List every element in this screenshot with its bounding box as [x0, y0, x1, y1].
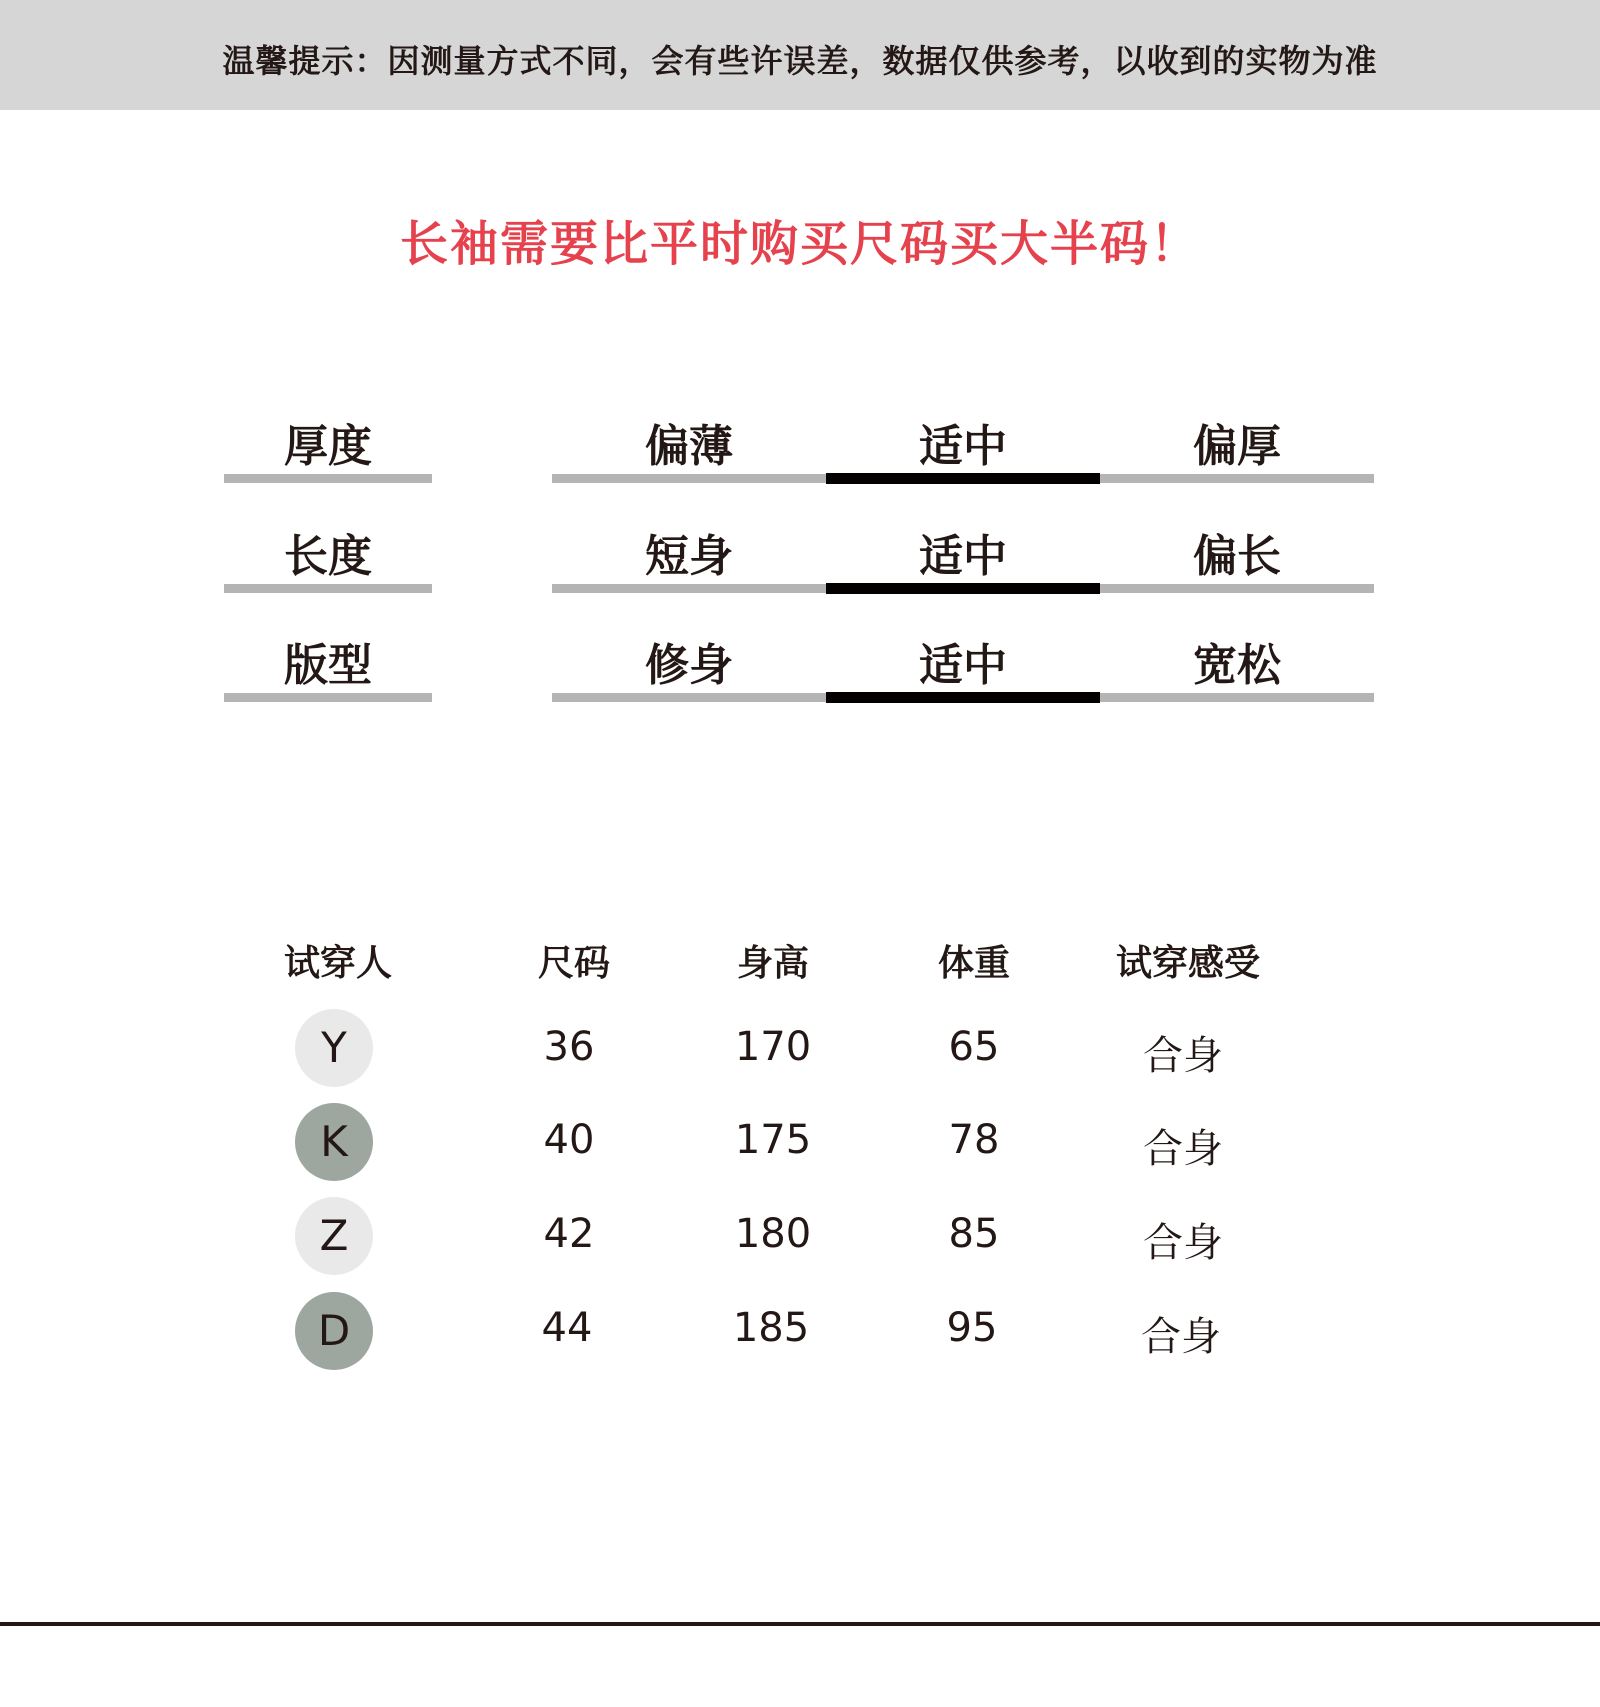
option-line — [552, 474, 826, 483]
table-header-height: 身高 — [736, 943, 809, 984]
attribute-label: 版型 — [284, 640, 372, 691]
option-text: 偏长 — [1193, 531, 1281, 582]
table-cell-feeling: 合身 — [1143, 1220, 1223, 1266]
attribute-row-thickness — [0, 410, 1600, 490]
table-cell-height: 185 — [732, 1305, 810, 1351]
table-cell-size: 36 — [543, 1024, 595, 1070]
attribute-row-fit — [0, 629, 1600, 709]
option-line — [1100, 584, 1374, 593]
attribute-label: 长度 — [284, 531, 372, 582]
table-cell-size: 42 — [543, 1211, 595, 1257]
table-cell-weight: 85 — [948, 1211, 1000, 1257]
option-line — [1100, 474, 1374, 483]
table-cell-height: 180 — [734, 1211, 812, 1257]
table-cell-feeling: 合身 — [1141, 1314, 1221, 1360]
option-line — [1100, 693, 1374, 702]
attribute-label: 厚度 — [284, 421, 372, 472]
option-line-selected — [826, 473, 1100, 484]
option-text-selected: 适中 — [919, 421, 1007, 472]
option-text: 修身 — [645, 640, 733, 691]
table-cell-height: 170 — [734, 1024, 812, 1070]
table-cell-weight: 78 — [948, 1117, 1000, 1163]
notice-bar — [0, 0, 1600, 110]
size-advice-headline: 长袖需要比平时购买尺码买大半码！ — [399, 216, 1200, 272]
table-header-size: 尺码 — [537, 943, 610, 984]
table-cell-weight: 65 — [948, 1024, 1000, 1070]
bottom-divider — [0, 1622, 1600, 1626]
table-header-feeling: 试穿感受 — [1115, 943, 1260, 984]
option-line-selected — [826, 692, 1100, 703]
option-text: 偏厚 — [1193, 421, 1281, 472]
option-text: 宽松 — [1193, 640, 1281, 691]
tester-avatar: Z — [295, 1197, 373, 1275]
option-line — [552, 584, 826, 593]
attribute-row-length — [0, 520, 1600, 600]
tester-avatar: Y — [295, 1009, 373, 1087]
option-line — [552, 693, 826, 702]
table-cell-size: 44 — [541, 1305, 593, 1351]
table-header-tester: 试穿人 — [283, 943, 392, 984]
option-text: 短身 — [645, 531, 733, 582]
table-cell-feeling: 合身 — [1143, 1033, 1223, 1079]
option-text-selected: 适中 — [919, 531, 1007, 582]
table-header-weight: 体重 — [937, 943, 1010, 984]
tester-avatar: D — [295, 1292, 373, 1370]
table-cell-weight: 95 — [946, 1305, 998, 1351]
option-line-selected — [826, 583, 1100, 594]
option-text-selected: 适中 — [919, 640, 1007, 691]
attribute-label-underline — [224, 584, 432, 593]
table-cell-height: 175 — [734, 1117, 812, 1163]
option-text: 偏薄 — [645, 421, 733, 472]
attribute-label-underline — [224, 474, 432, 483]
notice-text: 温馨提示：因测量方式不同，会有些许误差，数据仅供参考，以收到的实物为准 — [222, 42, 1378, 80]
table-cell-feeling: 合身 — [1143, 1126, 1223, 1172]
table-cell-size: 40 — [543, 1117, 595, 1163]
attribute-label-underline — [224, 693, 432, 702]
tester-avatar: K — [295, 1103, 373, 1181]
